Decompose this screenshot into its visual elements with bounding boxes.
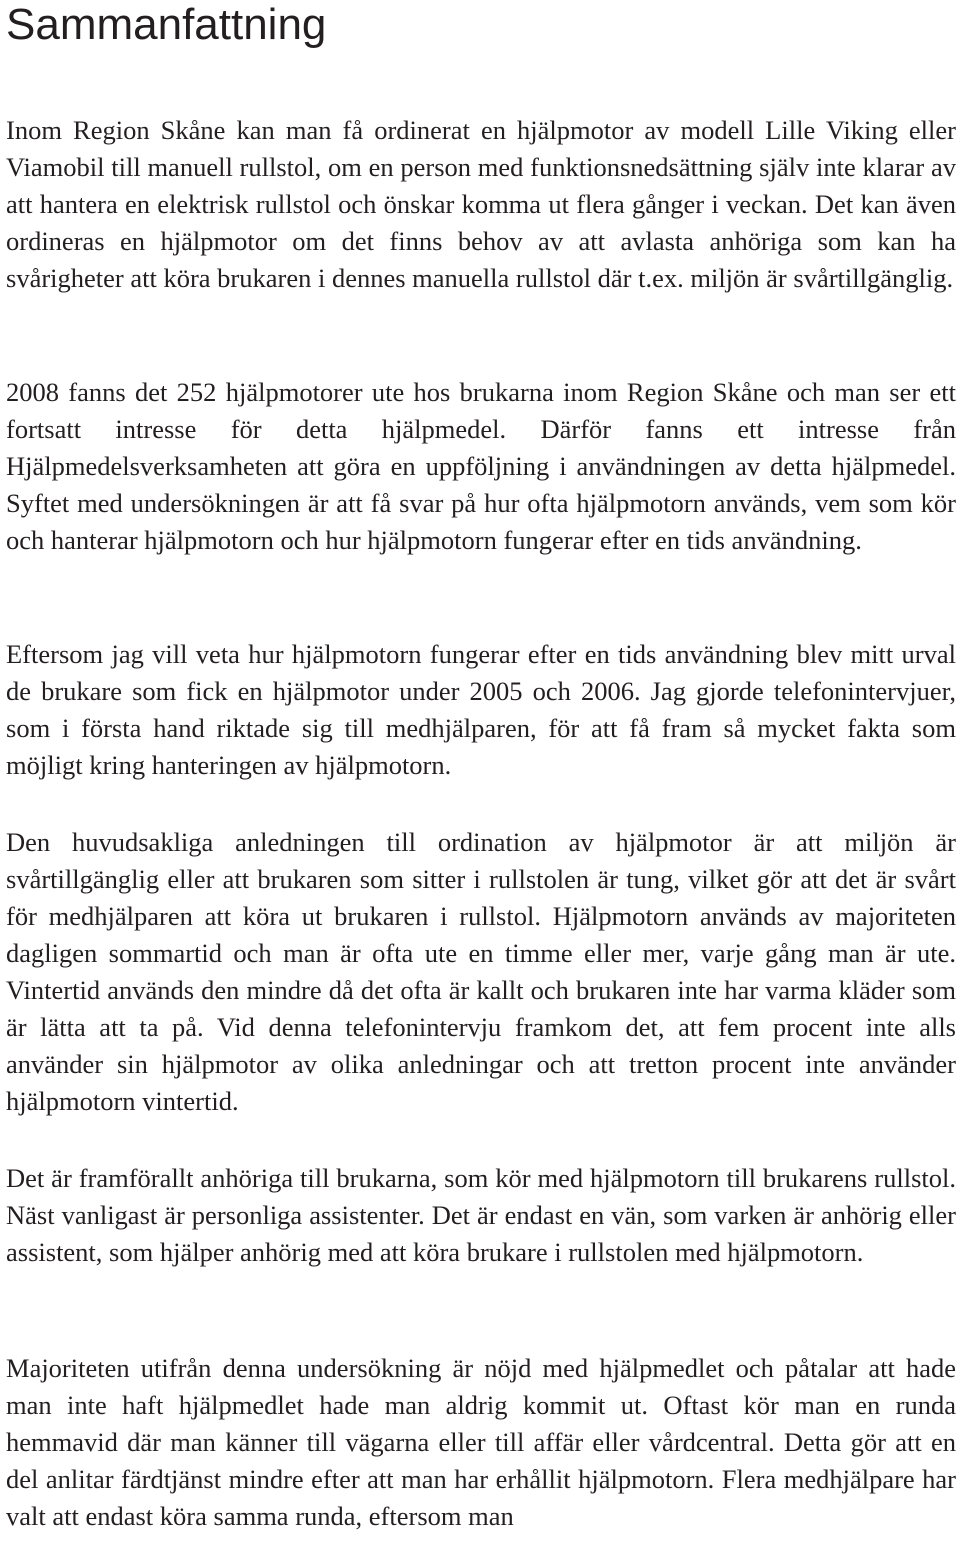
- page-title: Sammanfattning: [6, 0, 327, 49]
- paragraph-2: 2008 fanns det 252 hjälpmotorer ute hos brukarna inom Region Skåne och man ser ett fortsatt intresse för detta hjälpmedel. Därför fanns ett intresse från Hjälpmedelsverksamheten att göra en uppföljning i användningen av detta hjälpmedel. Syftet med undersökningen är att få svar på hur ofta hjälpmotorn används, vem som kör och hanterar hjälpmotorn och hur hjälpmotorn fungerar efter en tids användning.: [6, 377, 956, 555]
- paragraph-5: Det är framförallt anhöriga till brukarna, som kör med hjälpmotorn till brukarens rullstol. Näst vanligast är personliga assistenter. Det är endast en vän, som varken är anhörig eller assistent, som hjälper anhörig med att köra brukare i rullstolen med hjälpmotorn.: [6, 1163, 956, 1267]
- paragraph-4: Den huvudsakliga anledningen till ordination av hjälpmotor är att miljön är svårtillgänglig eller att brukaren som sitter i rullstolen är tung, vilket gör att det är svårt för medhjälparen att köra ut brukaren i rullstol. Hjälpmotorn används av majoriteten dagligen sommartid och man är ofta ute en timme eller mer, varje gång man är ute. Vintertid används den mindre då det ofta är kallt och brukaren inte har varma kläder som är lätta att ta på. Vid denna telefonintervju framkom det, att fem procent inte alls använder sin hjälpmotor av olika anledningar och att tretton procent inte använder hjälpmotorn vintertid.: [6, 827, 956, 1116]
- paragraph-6: Majoriteten utifrån denna undersökning är nöjd med hjälpmedlet och påtalar att hade man inte haft hjälpmedlet hade man aldrig kommit ut. Oftast kör man en runda hemmavid där man känner till vägarna eller till affär eller vårdcentral. Detta gör att en del anlitar färdtjänst mindre efter att man har erhållit hjälpmotorn. Flera medhjälpare har valt att endast köra samma runda, eftersom man: [6, 1353, 956, 1531]
- paragraph-1: Inom Region Skåne kan man få ordinerat en hjälpmotor av modell Lille Viking eller Viamobil till manuell rullstol, om en person med funktionsnedsättning själv inte klarar av att hantera en elektrisk rullstol och önskar komma ut flera gånger i veckan. Det kan även ordineras en hjälpmotor om det finns behov av att avlasta anhöriga som kan ha svårigheter att köra brukaren i dennes manuella rullstol där t.ex. miljön är svårtillgänglig.: [6, 115, 956, 293]
- paragraph-3: Eftersom jag vill veta hur hjälpmotorn fungerar efter en tids användning blev mitt urval de brukare som fick en hjälpmotor under 2005 och 2006. Jag gjorde telefonintervjuer, som i första hand riktade sig till medhjälparen, för att få fram så mycket fakta som möjligt kring hanteringen av hjälpmotorn.: [6, 639, 956, 780]
